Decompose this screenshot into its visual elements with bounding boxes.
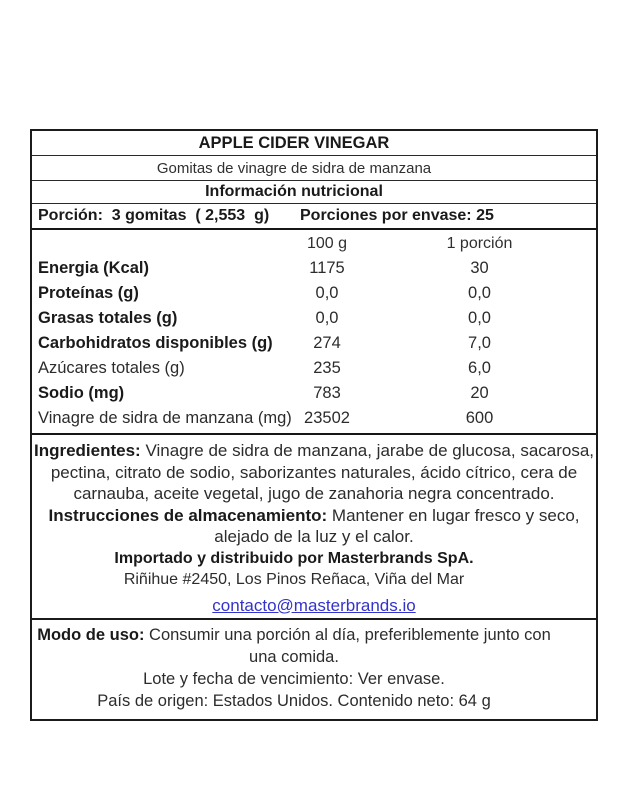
nutrition-section-header: Información nutricional: [32, 181, 596, 204]
value-per-serving: 0,0: [468, 284, 491, 302]
value-per-serving: 6,0: [468, 359, 491, 377]
value-per-100g: 0,0: [315, 284, 339, 302]
nutrition-table-header: [32, 231, 596, 256]
importer-line: Importado y distribuido por Masterbrands SpA.: [114, 549, 474, 567]
nutrition-label: [30, 129, 598, 721]
value-per-100g: 274: [313, 334, 341, 352]
text-line: Ingredientes: Vinagre de sidra de manzana, jarabe de glucosa, sacarosa,: [33, 441, 595, 460]
text-line: carnauba, aceite vegetal, jugo de zanahoria negra concentrado.: [73, 484, 555, 503]
nutrition-table-body: [32, 256, 596, 431]
nutrient-label: Grasas totales (g): [38, 309, 178, 327]
email-line: [32, 595, 596, 617]
text-line: Lote y fecha de vencimiento: Ver envase.: [143, 670, 445, 688]
value-per-100g: 23502: [304, 409, 350, 427]
header-per-100g: 100 g: [306, 234, 348, 252]
value-per-100g: 783: [313, 384, 341, 402]
value-per-serving: 30: [470, 259, 489, 277]
header-per-serving: 1 porción: [446, 234, 513, 252]
product-subtitle: Gomitas de vinagre de sidra de manzana: [32, 156, 596, 181]
text-line: País de origen: Estados Unidos. Contenido neto: 64 g: [97, 692, 491, 710]
ingredients-lines: [32, 440, 596, 548]
serving-row: [32, 204, 596, 230]
value-per-serving: 600: [465, 409, 494, 427]
text-line: pectina, citrato de sodio, saborizantes naturales, ácido cítrico, cera de: [50, 462, 578, 482]
nutrient-row: [32, 406, 596, 431]
nutrient-row: [32, 256, 596, 281]
nutrient-label: Energia (Kcal): [38, 259, 149, 277]
value-per-100g: 0,0: [315, 309, 339, 327]
value-per-serving: 7,0: [468, 334, 491, 352]
contact-email-link[interactable]: contacto@masterbrands.io: [212, 595, 416, 615]
nutrient-row: [32, 381, 596, 406]
text-line: Modo de uso: Consumir una porción al día, preferiblemente junto con: [37, 626, 551, 644]
nutrient-row: [32, 306, 596, 331]
ingredients-section: [32, 435, 596, 620]
text-line: Instrucciones de almacenamiento: Mantener en lugar fresco y seco,: [48, 505, 580, 525]
nutrient-row: [32, 331, 596, 356]
value-per-serving: 0,0: [468, 309, 491, 327]
nutrient-row: [32, 356, 596, 381]
value-per-100g: 235: [313, 359, 341, 377]
nutrient-label: Carbohidratos disponibles (g): [38, 334, 273, 352]
text-line: alejado de la luz y el calor.: [214, 527, 414, 546]
nutrient-label: Azúcares totales (g): [38, 359, 185, 377]
usage-section: [32, 620, 596, 712]
servings-per-container: Porciones por envase: 25: [300, 207, 494, 224]
serving-size: Porción: 3 gomitas ( 2,553 g): [38, 207, 270, 224]
nutrient-label: Vinagre de sidra de manzana (mg): [38, 409, 292, 427]
address-line: Riñihue #2450, Los Pinos Reñaca, Viña del Mar: [123, 571, 465, 588]
product-title: APPLE CIDER VINEGAR: [32, 131, 596, 156]
nutrient-label: Proteínas (g): [38, 284, 139, 302]
value-per-100g: 1175: [309, 259, 345, 277]
nutrition-table: [32, 230, 596, 435]
nutrient-label: Sodio (mg): [38, 384, 125, 402]
text-line: una comida.: [249, 648, 339, 666]
nutrient-row: [32, 281, 596, 306]
value-per-serving: 20: [470, 384, 489, 402]
